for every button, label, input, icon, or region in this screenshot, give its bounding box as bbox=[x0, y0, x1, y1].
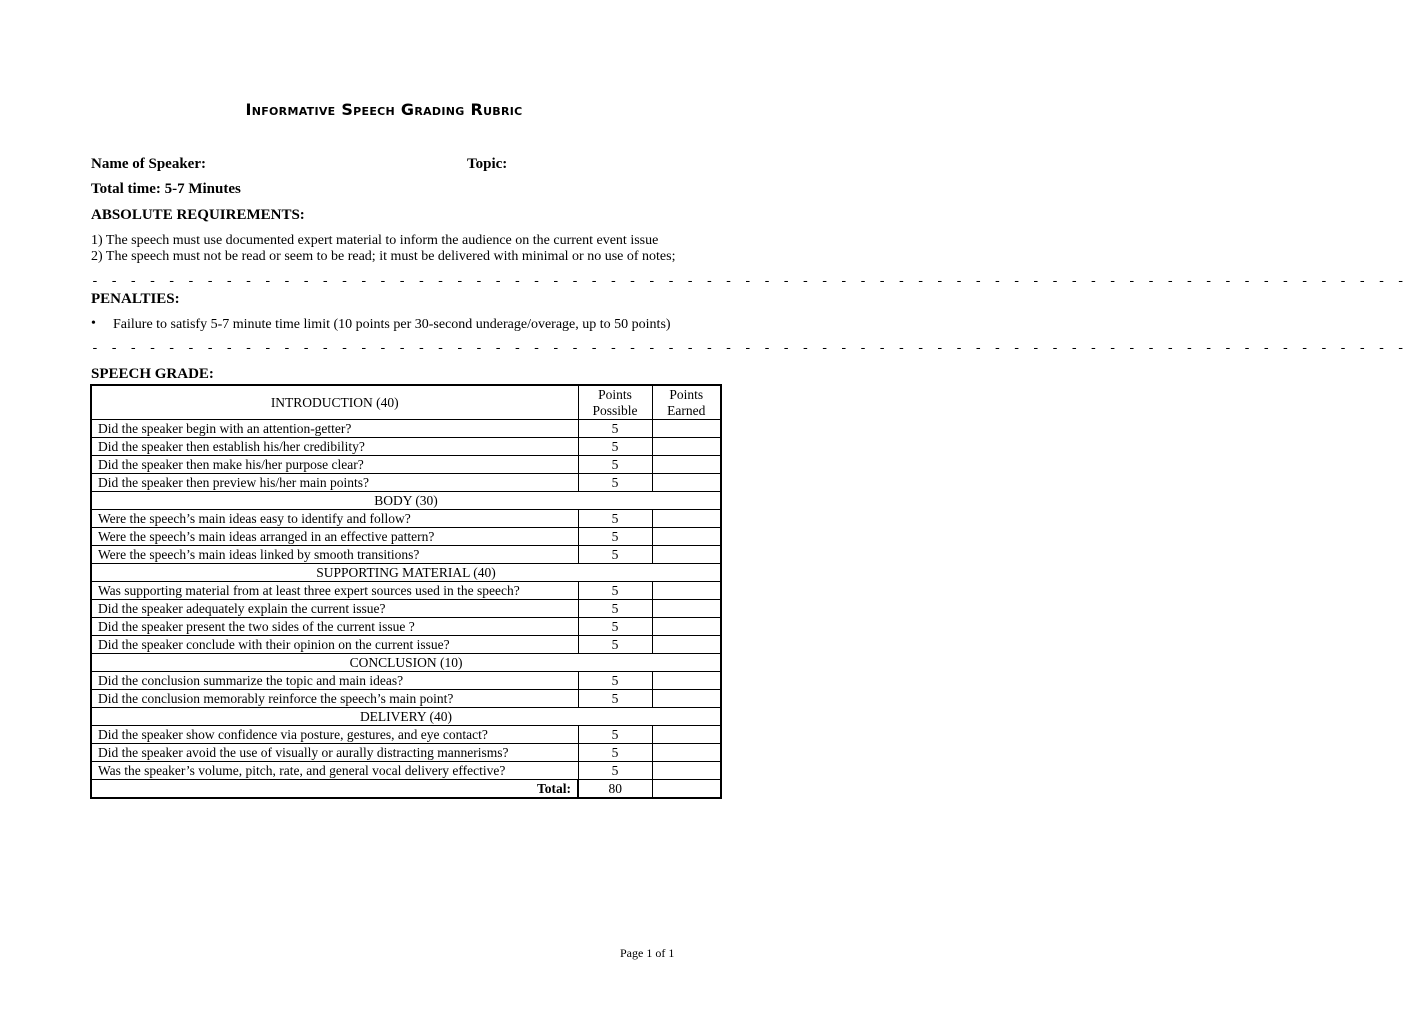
table-row bbox=[91, 510, 721, 528]
points-earned-header bbox=[652, 385, 721, 420]
requirements-heading: ABSOLUTE REQUIREMENTS: bbox=[91, 207, 305, 223]
criterion-text: Were the speech’s main ideas easy to identify and follow? bbox=[91, 510, 578, 528]
section-row bbox=[91, 492, 721, 510]
table-row bbox=[91, 762, 721, 780]
penalties-heading: PENALTIES: bbox=[91, 291, 180, 307]
table-row bbox=[91, 636, 721, 654]
section-header-body: BODY (30) bbox=[91, 492, 721, 510]
section-row bbox=[91, 708, 721, 726]
criterion-text: Did the speaker begin with an attention-getter? bbox=[91, 420, 578, 438]
points-possible: 5 bbox=[578, 618, 652, 636]
section-row bbox=[91, 564, 721, 582]
table-row bbox=[91, 582, 721, 600]
criterion-text: Was the speaker’s volume, pitch, rate, and general vocal delivery effective? bbox=[91, 762, 578, 780]
points-possible: 5 bbox=[578, 726, 652, 744]
points-earned-cell[interactable] bbox=[652, 618, 721, 636]
points-earned-cell[interactable] bbox=[652, 726, 721, 744]
points-possible: 5 bbox=[578, 600, 652, 618]
points-possible: 5 bbox=[578, 672, 652, 690]
total-label: Total: bbox=[91, 780, 578, 799]
total-row bbox=[91, 780, 721, 799]
points-earned-header-line2: Earned bbox=[667, 402, 706, 418]
points-possible: 5 bbox=[578, 528, 652, 546]
points-possible: 5 bbox=[578, 456, 652, 474]
points-earned-cell[interactable] bbox=[652, 474, 721, 492]
section-header-supporting-material: SUPPORTING MATERIAL (40) bbox=[91, 564, 721, 582]
criterion-text: Did the speaker then preview his/her main points? bbox=[91, 474, 578, 492]
total-points-earned-cell[interactable] bbox=[652, 780, 721, 799]
table-row bbox=[91, 528, 721, 546]
table-row bbox=[91, 600, 721, 618]
table-row bbox=[91, 690, 721, 708]
criterion-text: Did the speaker then establish his/her credibility? bbox=[91, 438, 578, 456]
points-possible-header bbox=[578, 385, 652, 420]
points-possible: 5 bbox=[578, 582, 652, 600]
points-earned-cell[interactable] bbox=[652, 672, 721, 690]
criterion-text: Did the conclusion memorably reinforce the speech’s main point? bbox=[91, 690, 578, 708]
points-earned-cell[interactable] bbox=[652, 420, 721, 438]
points-possible: 5 bbox=[578, 420, 652, 438]
points-possible: 5 bbox=[578, 636, 652, 654]
table-row bbox=[91, 546, 721, 564]
criterion-text: Did the speaker avoid the use of visually or aurally distracting mannerisms? bbox=[91, 744, 578, 762]
speaker-name-label: Name of Speaker: bbox=[91, 156, 206, 172]
criterion-text: Was supporting material from at least three expert sources used in the speech? bbox=[91, 582, 578, 600]
table-row bbox=[91, 618, 721, 636]
criterion-text: Did the conclusion summarize the topic and main ideas? bbox=[91, 672, 578, 690]
points-possible: 5 bbox=[578, 474, 652, 492]
criterion-text: Were the speech’s main ideas arranged in an effective pattern? bbox=[91, 528, 578, 546]
total-points-possible: 80 bbox=[578, 780, 652, 799]
separator-line: - - - - - - - - - - - - - - - - - - - - - - - - - - - - - - - - - - - - - - - - - - - - - - - - - - - - - - - - - - - - - - - - - - - - - bbox=[91, 274, 1406, 289]
section-header-delivery: DELIVERY (40) bbox=[91, 708, 721, 726]
points-earned-cell[interactable] bbox=[652, 600, 721, 618]
points-earned-cell[interactable] bbox=[652, 744, 721, 762]
table-row bbox=[91, 438, 721, 456]
total-time-label: Total time: 5-7 Minutes bbox=[91, 181, 241, 197]
criterion-text: Were the speech’s main ideas linked by smooth transitions? bbox=[91, 546, 578, 564]
criterion-text: Did the speaker present the two sides of the current issue ? bbox=[91, 618, 578, 636]
section-header-conclusion: CONCLUSION (10) bbox=[91, 654, 721, 672]
points-earned-header-line1: Points bbox=[669, 386, 704, 402]
penalty-item-1: Failure to satisfy 5-7 minute time limit (10 points per 30-second underage/overage, up to 50 points) bbox=[113, 317, 671, 332]
page-number: Page 1 of 1 bbox=[620, 946, 675, 960]
table-row bbox=[91, 672, 721, 690]
points-earned-cell[interactable] bbox=[652, 636, 721, 654]
points-earned-cell[interactable] bbox=[652, 456, 721, 474]
points-earned-cell[interactable] bbox=[652, 438, 721, 456]
topic-label: Topic: bbox=[467, 156, 508, 172]
speech-grade-heading: SPEECH GRADE: bbox=[91, 366, 214, 382]
points-earned-cell[interactable] bbox=[652, 582, 721, 600]
table-row bbox=[91, 420, 721, 438]
requirement-item-1: 1) The speech must use documented expert material to inform the audience on the current event issue bbox=[91, 233, 659, 248]
points-possible: 5 bbox=[578, 438, 652, 456]
table-row bbox=[91, 456, 721, 474]
table-row bbox=[91, 474, 721, 492]
table-header-row bbox=[91, 385, 721, 420]
points-possible-header-line1: Points bbox=[598, 386, 632, 402]
section-header-introduction: INTRODUCTION (40) bbox=[91, 385, 578, 420]
bullet-icon: • bbox=[91, 316, 96, 331]
table-row bbox=[91, 744, 721, 762]
points-possible: 5 bbox=[578, 690, 652, 708]
points-possible: 5 bbox=[578, 546, 652, 564]
requirement-item-2: 2) The speech must not be read or seem to be read; it must be delivered with minimal or no use of notes; bbox=[91, 249, 676, 264]
criterion-text: Did the speaker then make his/her purpose clear? bbox=[91, 456, 578, 474]
criterion-text: Did the speaker adequately explain the current issue? bbox=[91, 600, 578, 618]
table-row bbox=[91, 726, 721, 744]
points-possible: 5 bbox=[578, 762, 652, 780]
page-title: Informative Speech Grading Rubric bbox=[245, 100, 523, 119]
points-earned-cell[interactable] bbox=[652, 546, 721, 564]
points-earned-cell[interactable] bbox=[652, 690, 721, 708]
points-earned-cell[interactable] bbox=[652, 528, 721, 546]
points-earned-cell[interactable] bbox=[652, 762, 721, 780]
points-possible: 5 bbox=[578, 510, 652, 528]
points-earned-cell[interactable] bbox=[652, 510, 721, 528]
criterion-text: Did the speaker show confidence via posture, gestures, and eye contact? bbox=[91, 726, 578, 744]
points-possible-header-line2: Possible bbox=[592, 402, 638, 418]
points-possible: 5 bbox=[578, 744, 652, 762]
separator-line: - - - - - - - - - - - - - - - - - - - - - - - - - - - - - - - - - - - - - - - - - - - - - - - - - - - - - - - - - - - - - - - - - - - - - bbox=[91, 341, 1406, 356]
grading-rubric-table bbox=[90, 384, 722, 799]
criterion-text: Did the speaker conclude with their opinion on the current issue? bbox=[91, 636, 578, 654]
section-row bbox=[91, 654, 721, 672]
